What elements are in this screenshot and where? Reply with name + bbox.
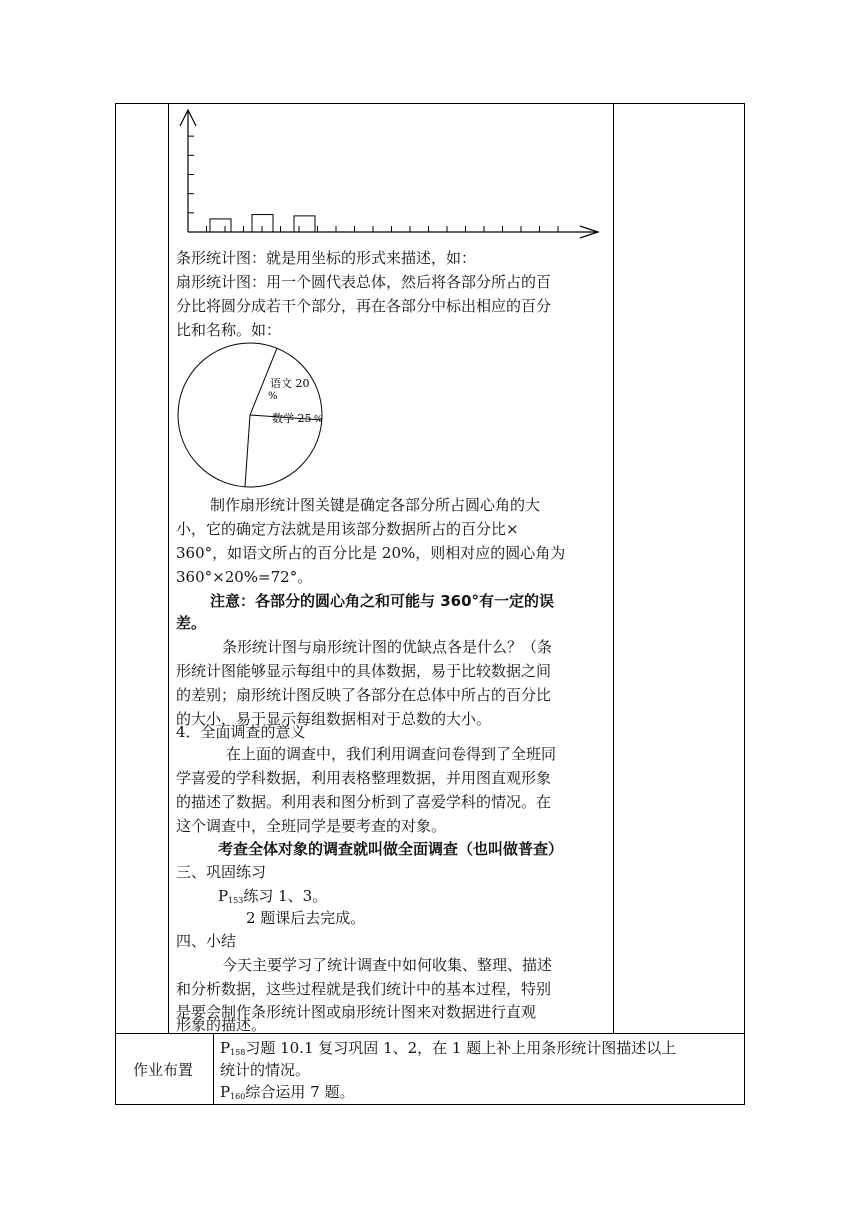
summary-line: 和分析数据，这些过程就是我们统计中的基本过程，特别 bbox=[176, 980, 552, 998]
section-4-title: 4．全面调查的意义 bbox=[176, 723, 306, 741]
key-paragraph-line: 360°×20%=72°。 bbox=[176, 568, 313, 586]
pie-label-chinese: 语文 20 bbox=[270, 377, 310, 390]
note-line: 差。 bbox=[176, 614, 207, 632]
section-4-paragraph-line: 这个调查中，全班同学是要考查的对象。 bbox=[176, 817, 447, 835]
table-col-divider-2 bbox=[613, 103, 614, 1033]
section-3-title: 三、巩固练习 bbox=[176, 863, 267, 881]
pie-radius bbox=[245, 415, 250, 487]
table-left-border bbox=[115, 103, 116, 1105]
pie-label-chinese-percent: % bbox=[268, 391, 278, 402]
homework-line-3 bbox=[220, 1081, 354, 1108]
section-4b-title: 四、小结 bbox=[176, 932, 237, 950]
homework-col-divider bbox=[213, 1033, 214, 1105]
homework-line-2: 统计的情况。 bbox=[220, 1061, 311, 1079]
bar-chart-bar bbox=[210, 219, 231, 232]
pie-label-math: 数学 25 bbox=[272, 412, 312, 425]
exercise-p: P bbox=[218, 887, 229, 905]
section-4-paragraph-line: 的描述了数据。利用表和图分析到了喜爱学科的情况。在 bbox=[176, 793, 552, 811]
bar-chart-bar bbox=[294, 216, 315, 232]
exercise-page-sub: 153 bbox=[228, 896, 244, 905]
homework-p: P bbox=[220, 1039, 231, 1057]
homework-p: P bbox=[220, 1083, 231, 1101]
homework-page-sub: 160 bbox=[230, 1092, 246, 1101]
pie-chart-sketch bbox=[172, 340, 332, 490]
summary-line: 形象的描述。 bbox=[176, 1016, 267, 1034]
table-top-border bbox=[115, 103, 745, 104]
bar-chart-x-ticks bbox=[207, 226, 559, 232]
section-4-paragraph-line: 在上面的调查中，我们利用调查问卷得到了全班同 bbox=[226, 745, 557, 763]
compare-paragraph-line: 条形统计图与扇形统计图的优缺点各是什么？（条 bbox=[222, 638, 553, 656]
pie-label-math-percent: % bbox=[314, 415, 323, 425]
pie-definition-line: 分比将圆分成若干个部分，再在各部分中标出相应的百分 bbox=[176, 297, 552, 315]
section-4-paragraph-line: 学喜爱的学科数据，利用表格整理数据，并用图直观形象 bbox=[176, 769, 552, 787]
table-right-border bbox=[744, 103, 745, 1105]
note-line: 注意：各部分的圆心角之和可能与 360°有一定的误 bbox=[210, 592, 555, 610]
key-paragraph-line: 小，它的确定方法就是用该部分数据所占的百分比× bbox=[176, 520, 519, 538]
pie-definition-line: 比和名称。如： bbox=[176, 321, 282, 339]
key-paragraph-line: 360°，如语文所占的百分比是 20%，则相对应的圆心角为 bbox=[176, 544, 566, 562]
summary-line: 是要会制作条形统计图或扇形统计图来对数据进行直观 bbox=[176, 1003, 537, 1021]
homework-line-3-rest: 综合运用 7 题。 bbox=[245, 1083, 355, 1101]
exercise-line-2: 2 题课后去完成。 bbox=[246, 909, 366, 927]
bar-chart-y-ticks bbox=[188, 136, 194, 213]
summary-line: 今天主要学习了统计调查中如何收集、整理、描述 bbox=[222, 956, 553, 974]
pie-definition-line: 扇形统计图：用一个圆代表总体，然后将各部分所占的百 bbox=[176, 273, 552, 291]
table-col-divider-1 bbox=[168, 103, 169, 1033]
compare-paragraph-line: 形统计图能够显示每组中的具体数据，易于比较数据之间 bbox=[176, 662, 552, 680]
homework-label: 作业布置 bbox=[133, 1061, 194, 1079]
compare-paragraph-line: 的大小，易于显示每组数据相对于总数的大小。 bbox=[176, 710, 492, 728]
compare-paragraph-line: 的差别；扇形统计图反映了各部分在总体中所占的百分比 bbox=[176, 686, 552, 704]
bar-chart-sketch bbox=[170, 106, 610, 246]
table-bottom-border bbox=[115, 1104, 745, 1105]
homework-page-sub: 158 bbox=[230, 1048, 246, 1057]
exercise-rest: 练习 1、3。 bbox=[243, 887, 328, 905]
key-paragraph-line: 制作扇形统计图关键是确定各部分所占圆心角的大 bbox=[210, 496, 541, 514]
homework-line-1-rest: 习题 10.1 复习巩固 1、2，在 1 题上补上用条形统计图描述以上 bbox=[245, 1039, 677, 1057]
bar-chart-definition: 条形统计图：就是用坐标的形式来描述，如： bbox=[176, 249, 477, 267]
full-survey-definition: 考查全体对象的调查就叫做全面调查（也叫做普查） bbox=[218, 840, 564, 858]
bar-chart-axes bbox=[180, 110, 598, 238]
